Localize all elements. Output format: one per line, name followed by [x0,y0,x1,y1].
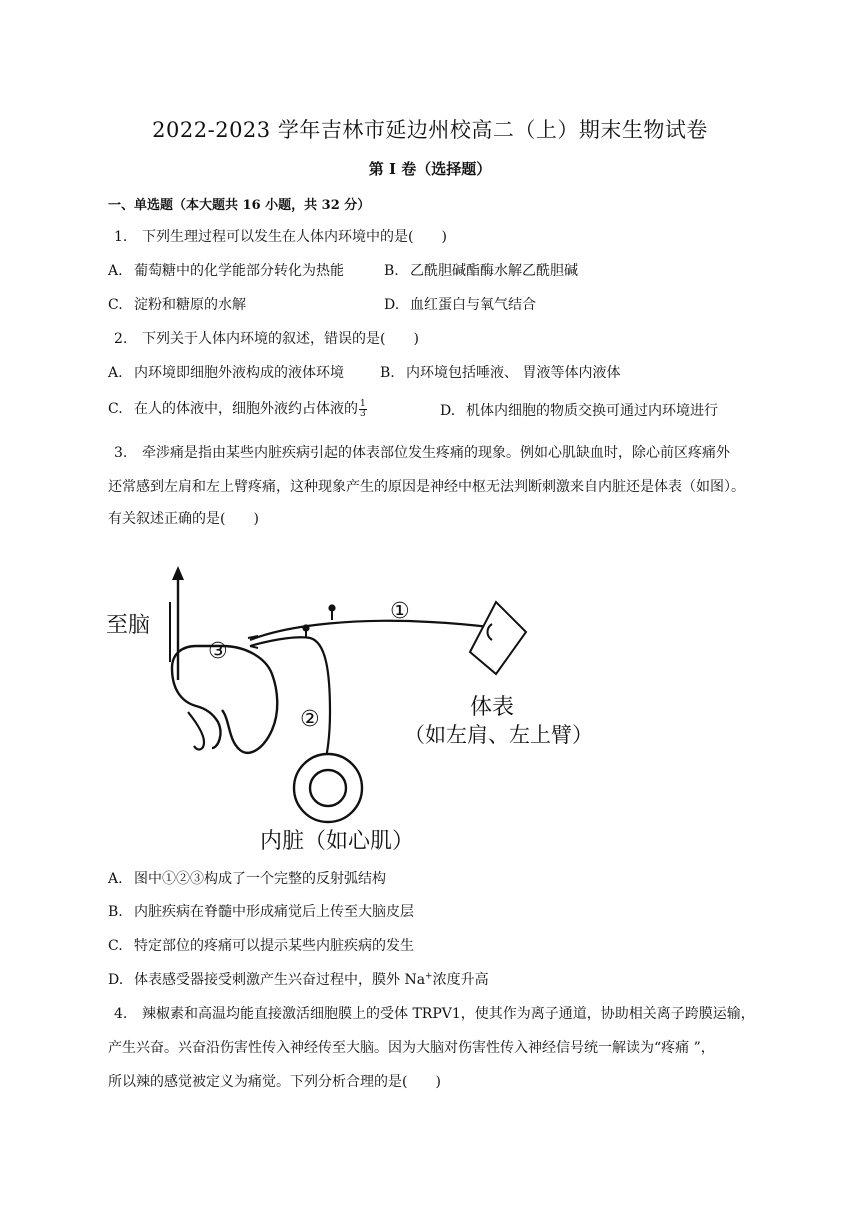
option-label: A. [108,365,123,381]
option-text: 内脏疾病在脊髓中形成痛觉后上传至大脑皮层 [134,904,414,920]
exam-title: 2022-2023 学年吉林市延边州校高二（上）期末生物试卷 [152,118,708,142]
option-text: 在人的体液中，细胞外液约占体液的 [134,401,358,417]
question-number: 1. [114,229,128,245]
option-text: 内环境即细胞外液构成的液体环境 [134,365,344,381]
fraction [359,400,367,419]
fraction-numerator: 1 [360,398,366,409]
option-text: 特定部位的疼痛可以提示某些内脏疾病的发生 [134,938,414,954]
question-4-stem-line-3: 所以辣的感觉被定义为痛觉。下列分析合理的是( ) [108,1074,441,1090]
option-label: C. [108,297,123,313]
internal-organ-label: 内脏（如心肌） [260,829,415,854]
referred-pain-diagram [100,562,600,862]
question-4-stem-line-1 [114,1003,755,1023]
question-2-option-d [440,400,718,420]
question-3-option-d [108,969,489,989]
question-2-option-b [380,362,620,382]
dorsal-horn-curl [188,712,204,749]
question-number: 4. [114,1006,128,1022]
question-text: 辣椒素和高温均能直接激活细胞膜上的受体 TRPV1，使其作为离子通道，协助相关离子跨膜运输， [142,1006,755,1022]
question-2-option-c [108,398,367,419]
option-label: D. [108,972,124,988]
ganglion-1-dot [328,604,335,611]
question-2-option-a [108,362,344,382]
to-brain-label: 至脑 [106,613,151,638]
superscript-plus: + [425,971,433,982]
label-1: ① [390,599,410,624]
ganglion-2-dot [302,624,309,631]
question-1-option-a [108,260,344,280]
option-text: 内环境包括唾液、 胃液等体内液体 [406,365,621,381]
body-surface-receptor [470,602,526,674]
option-text: 体表感受器接受刺激产生兴奋过程中，膜外 Na [134,972,426,988]
option-label: A. [108,263,123,279]
fraction-denominator: 3 [360,408,366,419]
question-number: 3. [114,445,128,461]
heart-inner [310,770,346,806]
question-text: 下列生理过程可以发生在人体内环境中的是( ) [142,229,447,245]
option-label: C. [108,401,123,417]
body-surface-label: 体表 [470,695,515,720]
question-3-option-c [108,935,414,955]
question-number: 2. [114,331,128,347]
body-surface-note: （如左肩、左上臂） [404,723,593,747]
spinal-cord-inner [172,668,220,748]
option-label: A. [108,871,123,887]
question-3-stem-line-2: 还常感到左肩和左上臂疼痛，这种现象产生的原因是神经中枢无法判断刺激来自内脏还是体表（如图）。 [108,479,745,495]
option-text: 血红蛋白与氧气结合 [410,297,536,313]
question-2-stem [114,328,419,348]
question-1-option-d [384,294,536,314]
option-label: B. [384,263,399,279]
option-label: B. [108,904,123,920]
label-3: ③ [208,639,228,664]
option-text: 葡萄糖中的化学能部分转化为热能 [134,263,344,279]
option-label: D. [440,403,456,419]
question-3-option-b [108,901,414,921]
pathway-2-nerve [250,637,330,768]
question-1-stem [114,226,447,246]
question-4-stem-line-2: 产生兴奋。兴奋沿伤害性传入神经传至大脑。因为大脑对伤害性传入神经信号统一解读为“疼痛 ”， [108,1040,715,1056]
arrow-up-icon [172,566,184,580]
option-text: 机体内细胞的物质交换可通过内环境进行 [466,403,718,419]
option-label: C. [108,938,123,954]
volume-subtitle: 第 I 卷（选择题） [368,160,492,178]
question-3-option-a [108,868,386,888]
section-heading: 一、单选题（本大题共 16 小题，共 32 分） [108,198,371,213]
option-label: B. [380,365,395,381]
question-text: 牵涉痛是指由某些内脏疾病引起的体表部位发生疼痛的现象。例如心肌缺血时，除心前区疼痛外 [142,445,730,461]
question-3-stem-line-3: 有关叙述正确的是( ) [108,511,259,527]
option-text: 图中①②③构成了一个完整的反射弧结构 [134,871,386,887]
option-text: 乙酰胆碱酯酶水解乙酰胆碱 [410,263,578,279]
question-1-option-c [108,294,246,314]
label-2: ② [300,707,320,732]
option-label: D. [384,297,400,313]
option-text: 淀粉和糖原的水解 [134,297,246,313]
question-3-stem-line-1 [114,442,730,462]
option-text-tail: 浓度升高 [432,972,489,988]
question-text: 下列关于人体内环境的叙述，错误的是( ) [142,331,419,347]
question-1-option-b [384,260,578,280]
